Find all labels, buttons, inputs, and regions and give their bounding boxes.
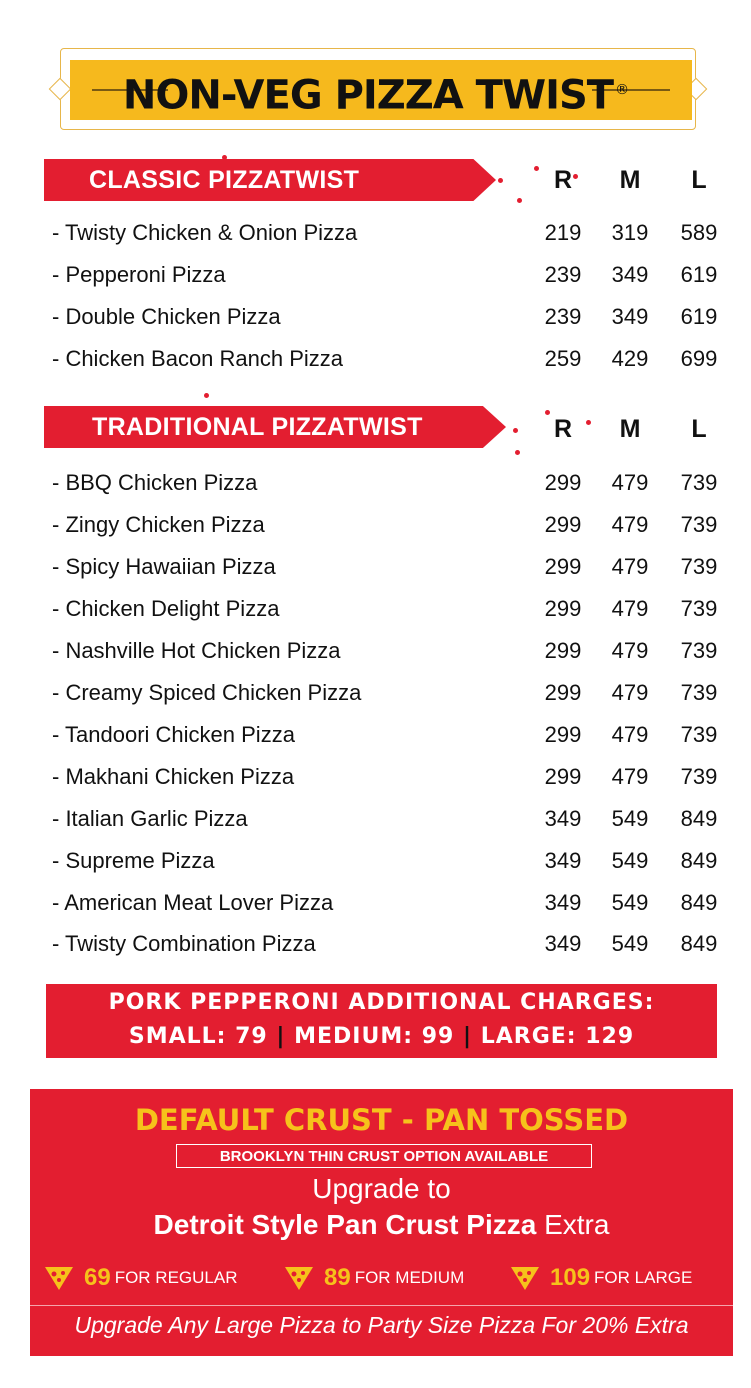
menu-row <box>52 678 732 708</box>
pizza-slice-icon <box>44 1265 74 1291</box>
section-title-traditional: TRADITIONAL PIZZATWIST <box>92 413 423 441</box>
price-medium: 549 <box>611 806 649 831</box>
price-medium: 479 <box>611 554 649 579</box>
menu-row <box>52 804 732 834</box>
page-title-text: NON-VEG PIZZA TWIST <box>122 72 614 119</box>
upgrade-price: 69 <box>84 1264 111 1291</box>
splatter-dot <box>498 178 503 183</box>
price-large: 619 <box>680 304 718 329</box>
price-medium: 479 <box>611 764 649 789</box>
pork-large: LARGE: 129 <box>480 1024 635 1049</box>
pizza-slice-icon <box>510 1265 540 1291</box>
item-name: - Makhani Chicken Pizza <box>52 764 295 789</box>
upgrade-size-label: FOR MEDIUM <box>354 1268 465 1287</box>
item-name: - Nashville Hot Chicken Pizza <box>52 638 341 663</box>
price-large: 739 <box>680 680 718 705</box>
size-header-l: L <box>691 415 707 443</box>
price-regular: 299 <box>544 554 582 579</box>
menu-row <box>52 510 732 540</box>
price-regular: 349 <box>544 890 582 915</box>
item-name: - American Meat Lover Pizza <box>52 890 334 915</box>
price-medium: 549 <box>611 890 649 915</box>
price-large: 589 <box>680 220 718 245</box>
menu-row <box>52 594 732 624</box>
menu-row <box>52 468 732 498</box>
price-large: 619 <box>680 262 718 287</box>
pork-charges-title: PORK PEPPERONI ADDITIONAL CHARGES: <box>108 990 655 1015</box>
menu-row <box>52 929 732 959</box>
price-regular: 349 <box>544 931 582 956</box>
menu-row <box>52 762 732 792</box>
separator: | <box>276 1024 286 1049</box>
party-size-upgrade-note: Upgrade Any Large Pizza to Party Size Pizza For 20% Extra <box>74 1312 689 1338</box>
item-name: - Tandoori Chicken Pizza <box>52 722 295 747</box>
upgrade-size-label: FOR REGULAR <box>114 1268 238 1287</box>
splatter-dot <box>517 198 522 203</box>
item-name: - Chicken Delight Pizza <box>52 596 280 621</box>
price-medium: 549 <box>611 848 649 873</box>
price-medium: 549 <box>611 931 649 956</box>
price-large: 849 <box>680 931 718 956</box>
pork-medium: MEDIUM: 99 <box>294 1024 455 1049</box>
item-name: - BBQ Chicken Pizza <box>52 470 258 495</box>
pork-small: SMALL: 79 <box>128 1024 268 1049</box>
price-medium: 479 <box>611 470 649 495</box>
item-name: - Twisty Chicken & Onion Pizza <box>52 220 358 245</box>
price-regular: 349 <box>544 848 582 873</box>
price-medium: 479 <box>611 722 649 747</box>
size-header-r: R <box>553 415 573 443</box>
price-large: 739 <box>680 722 718 747</box>
size-header-r: R <box>553 166 573 194</box>
splatter-dot <box>573 174 578 179</box>
price-large: 739 <box>680 596 718 621</box>
price-regular: 259 <box>544 346 582 371</box>
menu-row <box>52 636 732 666</box>
menu-row <box>52 260 732 290</box>
item-name: - Pepperoni Pizza <box>52 262 226 287</box>
pork-charges-box <box>46 984 717 1058</box>
upgrade-option-medium <box>284 1263 464 1293</box>
price-medium: 349 <box>611 262 649 287</box>
price-regular: 299 <box>544 512 582 537</box>
item-name: - Italian Garlic Pizza <box>52 806 248 831</box>
menu-row <box>52 720 732 750</box>
splatter-dot <box>204 393 209 398</box>
upgrade-option-large <box>510 1263 692 1293</box>
splatter-dot <box>586 420 591 425</box>
splatter-dot <box>513 428 518 433</box>
price-regular: 299 <box>544 638 582 663</box>
page-title <box>0 60 751 120</box>
price-regular: 219 <box>544 220 582 245</box>
menu-row <box>52 888 732 918</box>
price-medium: 479 <box>611 596 649 621</box>
price-regular: 299 <box>544 596 582 621</box>
price-large: 739 <box>680 470 718 495</box>
price-large: 699 <box>680 346 718 371</box>
upgrade-size-label: FOR LARGE <box>594 1268 693 1287</box>
price-regular: 239 <box>544 262 582 287</box>
price-large: 739 <box>680 764 718 789</box>
splatter-dot <box>545 410 550 415</box>
price-regular: 299 <box>544 722 582 747</box>
price-medium: 479 <box>611 680 649 705</box>
upgrade-line: Upgrade to <box>312 1173 451 1204</box>
price-regular: 299 <box>544 680 582 705</box>
menu-row <box>52 344 732 374</box>
item-name: - Spicy Hawaiian Pizza <box>52 554 276 579</box>
upgrade-detail <box>30 1209 733 1241</box>
upgrade-price: 89 <box>324 1264 351 1291</box>
menu-row <box>52 218 732 248</box>
splatter-dot <box>534 166 539 171</box>
price-regular: 299 <box>544 470 582 495</box>
price-medium: 349 <box>611 304 649 329</box>
price-large: 739 <box>680 638 718 663</box>
upgrade-extra: Extra <box>544 1209 610 1240</box>
splatter-dot <box>222 155 227 160</box>
size-header-l: L <box>691 166 707 194</box>
item-name: - Double Chicken Pizza <box>52 304 281 329</box>
size-header-m: M <box>619 415 641 443</box>
default-crust-title: DEFAULT CRUST - PAN TOSSED <box>134 1103 629 1137</box>
thin-crust-option-badge: BROOKLYN THIN CRUST OPTION AVAILABLE <box>176 1144 592 1168</box>
menu-row <box>52 302 732 332</box>
price-large: 849 <box>680 890 718 915</box>
price-medium: 319 <box>611 220 649 245</box>
section-title-classic: CLASSIC PIZZATWIST <box>89 166 360 194</box>
price-medium: 429 <box>611 346 649 371</box>
registered-mark: ® <box>615 82 629 98</box>
item-name: - Twisty Combination Pizza <box>52 931 316 956</box>
item-name: - Chicken Bacon Ranch Pizza <box>52 346 344 371</box>
price-medium: 479 <box>611 638 649 663</box>
size-header-m: M <box>619 166 641 194</box>
pizza-slice-icon <box>284 1265 314 1291</box>
upgrade-price: 109 <box>550 1264 591 1291</box>
price-regular: 239 <box>544 304 582 329</box>
price-large: 849 <box>680 806 718 831</box>
price-regular: 299 <box>544 764 582 789</box>
price-medium: 479 <box>611 512 649 537</box>
price-large: 739 <box>680 512 718 537</box>
price-large: 849 <box>680 848 718 873</box>
separator: | <box>462 1024 473 1049</box>
detroit-crust-name: Detroit Style Pan Crust Pizza <box>153 1209 537 1240</box>
upgrade-option-regular <box>44 1263 238 1293</box>
pork-charges-prices <box>46 1024 717 1049</box>
price-regular: 349 <box>544 806 582 831</box>
item-name: - Zingy Chicken Pizza <box>52 512 265 537</box>
item-name: - Creamy Spiced Chicken Pizza <box>52 680 362 705</box>
menu-row <box>52 552 732 582</box>
item-name: - Supreme Pizza <box>52 848 215 873</box>
price-large: 739 <box>680 554 718 579</box>
divider <box>30 1305 733 1306</box>
splatter-dot <box>515 450 520 455</box>
menu-row <box>52 846 732 876</box>
crust-info-box <box>30 1089 733 1356</box>
